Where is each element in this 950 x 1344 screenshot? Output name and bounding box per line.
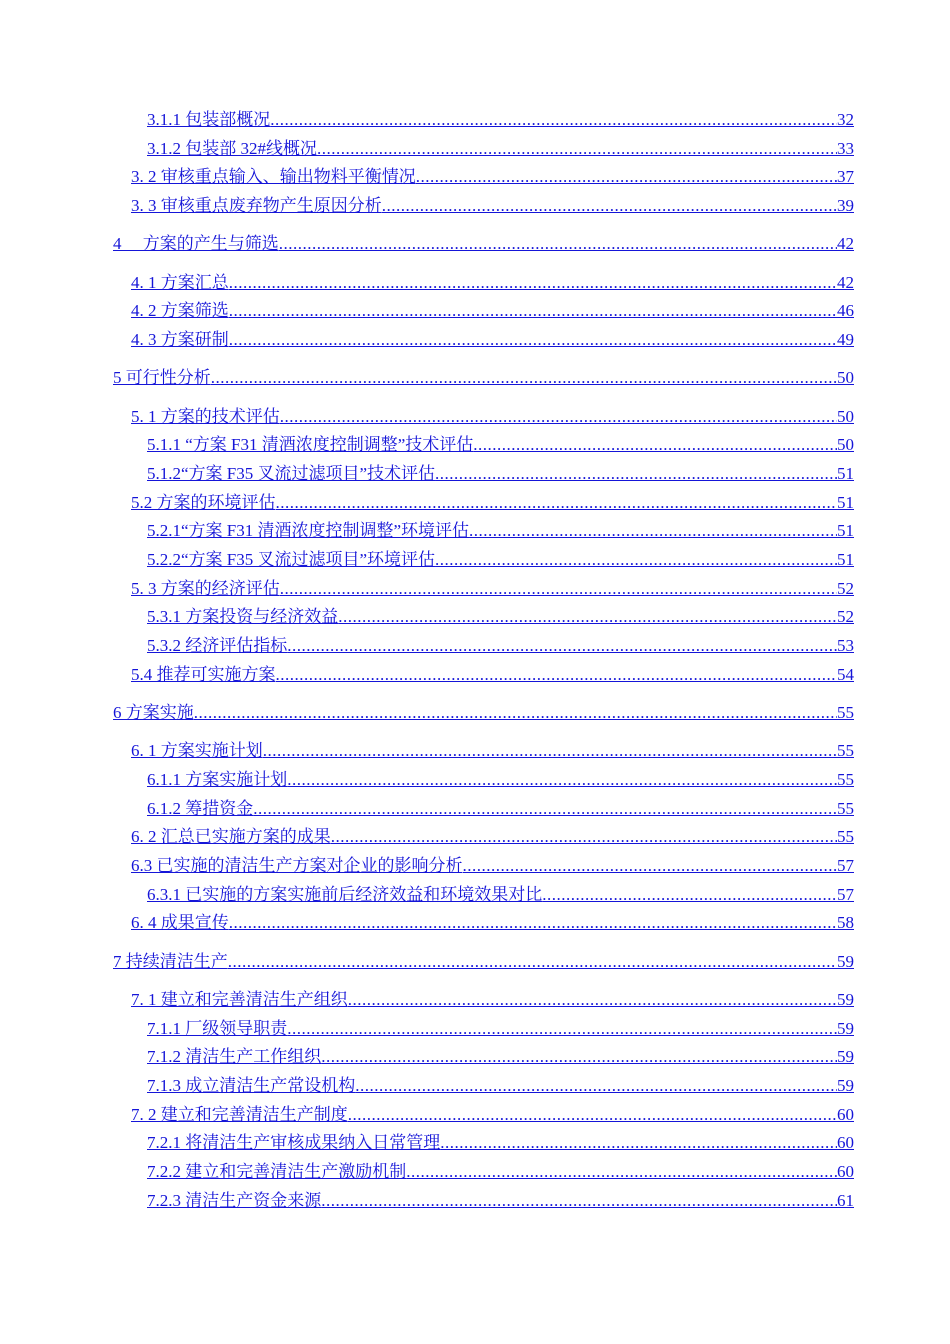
dot-leader bbox=[463, 852, 838, 881]
toc-entry[interactable] bbox=[0, 297, 950, 326]
toc-page-number: 54 bbox=[837, 664, 854, 684]
toc-entry[interactable] bbox=[0, 489, 950, 518]
toc-entry-title: 6. 1 方案实施计划 bbox=[131, 741, 263, 761]
toc-entry[interactable] bbox=[0, 364, 950, 393]
toc-page-number: 53 bbox=[837, 636, 854, 656]
toc-page-number: 50 bbox=[837, 368, 854, 388]
toc-entry[interactable] bbox=[0, 403, 950, 432]
toc-entry-title: 4. 2 方案筛选 bbox=[131, 301, 229, 321]
toc-entry[interactable] bbox=[0, 192, 950, 221]
toc-page-number: 51 bbox=[837, 463, 854, 483]
toc-entry-title: 7.2.1 将清洁生产审核成果纳入日常管理 bbox=[147, 1133, 441, 1153]
dot-leader bbox=[280, 575, 837, 604]
toc-entry-title: 6. 4 成果宣传 bbox=[131, 913, 229, 933]
dot-leader bbox=[348, 986, 837, 1015]
toc-page-number: 51 bbox=[837, 521, 854, 541]
toc-entry[interactable] bbox=[0, 986, 950, 1015]
toc-entry[interactable] bbox=[0, 603, 950, 632]
toc-entry-title: 5 可行性分析 bbox=[113, 368, 211, 388]
dot-leader bbox=[228, 948, 837, 977]
toc-page-number: 61 bbox=[837, 1190, 854, 1210]
dot-leader bbox=[263, 737, 837, 766]
toc-entry-title: 7.2.2 建立和完善清洁生产激励机制 bbox=[147, 1162, 407, 1182]
dot-leader bbox=[440, 1129, 837, 1158]
toc-entry[interactable] bbox=[0, 1158, 950, 1187]
toc-entry-title: 5.2.2“方案 F35 叉流过滤项目”环境评估 bbox=[147, 550, 436, 569]
toc-entry[interactable] bbox=[0, 766, 950, 795]
toc-page-number: 55 bbox=[837, 827, 854, 847]
toc-page-number: 50 bbox=[837, 406, 854, 426]
toc-entry[interactable] bbox=[0, 163, 950, 192]
dot-leader bbox=[406, 1158, 837, 1187]
dot-leader bbox=[348, 1101, 837, 1130]
toc-entry-title: 6. 2 汇总已实施方案的成果 bbox=[131, 827, 331, 847]
dot-leader bbox=[317, 135, 837, 164]
toc-page-number: 46 bbox=[837, 301, 854, 321]
toc-page-number: 60 bbox=[837, 1162, 854, 1182]
toc-page-number: 52 bbox=[837, 607, 854, 627]
dot-leader bbox=[287, 766, 837, 795]
toc-entry-title: 5.4 推荐可实施方案 bbox=[131, 664, 276, 684]
toc-entry-title: 5.3.1 方案投资与经济效益 bbox=[147, 607, 339, 627]
toc-entry-title: 5.1.2“方案 F35 叉流过滤项目”技术评估 bbox=[147, 463, 436, 483]
toc-entry-title: 7 持续清洁生产 bbox=[113, 951, 228, 971]
toc-entry-title: 3. 2 审核重点输入、输出物料平衡情况 bbox=[131, 167, 416, 187]
dot-leader bbox=[270, 106, 837, 135]
dot-leader bbox=[276, 661, 838, 690]
toc-page-number: 32 bbox=[837, 110, 854, 129]
dot-leader bbox=[338, 603, 837, 632]
toc-entry-title: 5.2 方案的环境评估 bbox=[131, 492, 276, 512]
toc-entry-title: 5.3.2 经济评估指标 bbox=[147, 636, 288, 656]
toc-entry-title: 6.1.2 筹措资金 bbox=[147, 798, 254, 818]
toc-entry[interactable] bbox=[0, 269, 950, 298]
toc-entry[interactable] bbox=[0, 326, 950, 355]
dot-leader bbox=[211, 364, 837, 393]
toc-entry-title: 7.2.3 清洁生产资金来源 bbox=[147, 1190, 322, 1210]
toc-entry[interactable] bbox=[0, 699, 950, 728]
dot-leader bbox=[280, 403, 837, 432]
dot-leader bbox=[229, 909, 837, 938]
toc-page-number: 37 bbox=[837, 167, 854, 187]
dot-leader bbox=[321, 1187, 837, 1216]
toc-entry[interactable] bbox=[0, 460, 950, 489]
toc-page-number: 58 bbox=[837, 913, 854, 933]
dot-leader bbox=[542, 881, 837, 910]
dot-leader bbox=[194, 699, 837, 728]
toc-entry[interactable] bbox=[0, 1129, 950, 1158]
dot-leader bbox=[331, 823, 837, 852]
toc-page-number: 55 bbox=[837, 741, 854, 761]
toc-entry-title: 7.1.3 成立清洁生产常设机构 bbox=[147, 1076, 356, 1096]
dot-leader bbox=[229, 269, 837, 298]
dot-leader bbox=[279, 230, 837, 259]
toc-page-number: 49 bbox=[837, 330, 854, 349]
toc-page-number: 59 bbox=[837, 1018, 854, 1038]
toc-entry[interactable] bbox=[0, 909, 950, 938]
toc-entry[interactable] bbox=[0, 948, 950, 977]
toc-page-number: 55 bbox=[837, 770, 854, 789]
toc-page-number: 55 bbox=[837, 703, 854, 723]
toc-entry[interactable] bbox=[0, 1015, 950, 1044]
dot-leader bbox=[287, 632, 837, 661]
toc-entry[interactable] bbox=[0, 852, 950, 881]
toc-entry[interactable] bbox=[0, 881, 950, 910]
dot-leader bbox=[435, 460, 837, 489]
toc-entry[interactable] bbox=[0, 823, 950, 852]
toc-entry[interactable] bbox=[0, 431, 950, 460]
toc-entry-title: 7. 2 建立和完善清洁生产制度 bbox=[131, 1104, 348, 1124]
toc-entry[interactable] bbox=[0, 135, 950, 164]
toc-page-number: 59 bbox=[837, 1076, 854, 1096]
toc-entry-title: 7.1.2 清洁生产工作组织 bbox=[147, 1047, 322, 1067]
toc-entry-title: 4 方案的产生与筛选 bbox=[113, 234, 279, 254]
toc-page-number: 55 bbox=[837, 798, 854, 818]
toc-entry[interactable] bbox=[0, 661, 950, 690]
toc-page-number: 52 bbox=[837, 578, 854, 598]
toc-entry-title: 3. 3 审核重点废弃物产生原因分析 bbox=[131, 196, 382, 216]
toc-entry[interactable] bbox=[0, 1101, 950, 1130]
dot-leader bbox=[355, 1072, 837, 1101]
toc-entry-title: 7. 1 建立和完善清洁生产组织 bbox=[131, 990, 348, 1009]
toc-entry[interactable] bbox=[0, 230, 950, 259]
table-of-contents bbox=[0, 106, 950, 1216]
dot-leader bbox=[276, 489, 838, 518]
toc-entry[interactable] bbox=[0, 795, 950, 824]
toc-entry[interactable] bbox=[0, 1072, 950, 1101]
toc-page-number: 51 bbox=[837, 492, 854, 512]
dot-leader bbox=[435, 546, 837, 575]
toc-entry-title: 6 方案实施 bbox=[113, 703, 194, 723]
toc-page-number: 59 bbox=[837, 990, 854, 1009]
toc-entry-title: 7.1.1 厂级领导职责 bbox=[147, 1018, 288, 1038]
toc-entry-title: 3.1.2 包装部 32#线概况 bbox=[147, 138, 317, 158]
toc-page-number: 42 bbox=[837, 234, 854, 254]
toc-page-number: 39 bbox=[837, 196, 854, 216]
dot-leader bbox=[473, 431, 837, 460]
toc-page-number: 60 bbox=[837, 1133, 854, 1153]
toc-page-number: 51 bbox=[837, 550, 854, 569]
toc-entry-title: 5. 3 方案的经济评估 bbox=[131, 578, 280, 598]
dot-leader bbox=[469, 517, 837, 546]
toc-entry[interactable] bbox=[0, 106, 950, 135]
toc-page-number: 33 bbox=[837, 138, 854, 158]
toc-entry-title: 6.3 已实施的清洁生产方案对企业的影响分析 bbox=[131, 856, 463, 876]
toc-entry-title: 5.1.1 “方案 F31 清酒浓度控制调整”技术评估 bbox=[147, 435, 474, 455]
toc-entry[interactable] bbox=[0, 1187, 950, 1216]
dot-leader bbox=[229, 326, 837, 355]
toc-entry[interactable] bbox=[0, 517, 950, 546]
toc-entry[interactable] bbox=[0, 1043, 950, 1072]
toc-entry-title: 6.1.1 方案实施计划 bbox=[147, 770, 288, 789]
dot-leader bbox=[287, 1015, 837, 1044]
toc-entry-title: 4. 3 方案研制 bbox=[131, 330, 229, 349]
toc-page-number: 50 bbox=[837, 435, 854, 455]
toc-entry-title: 5. 1 方案的技术评估 bbox=[131, 406, 280, 426]
toc-page-number: 60 bbox=[837, 1104, 854, 1124]
toc-entry-title: 4. 1 方案汇总 bbox=[131, 272, 229, 292]
toc-page-number: 59 bbox=[837, 1047, 854, 1067]
dot-leader bbox=[321, 1043, 837, 1072]
toc-page-number: 57 bbox=[837, 884, 854, 904]
dot-leader bbox=[253, 795, 837, 824]
toc-entry-title: 5.2.1“方案 F31 清酒浓度控制调整”环境评估 bbox=[147, 521, 470, 541]
toc-page-number: 42 bbox=[837, 272, 854, 292]
toc-page-number: 57 bbox=[837, 856, 854, 876]
dot-leader bbox=[229, 297, 837, 326]
toc-entry[interactable] bbox=[0, 575, 950, 604]
toc-entry[interactable] bbox=[0, 632, 950, 661]
toc-page-number: 59 bbox=[837, 951, 854, 971]
toc-entry[interactable] bbox=[0, 546, 950, 575]
dot-leader bbox=[416, 163, 837, 192]
toc-entry-title: 6.3.1 已实施的方案实施前后经济效益和环境效果对比 bbox=[147, 884, 543, 904]
toc-entry-title: 3.1.1 包装部概况 bbox=[147, 110, 271, 129]
dot-leader bbox=[382, 192, 837, 221]
toc-entry[interactable] bbox=[0, 737, 950, 766]
